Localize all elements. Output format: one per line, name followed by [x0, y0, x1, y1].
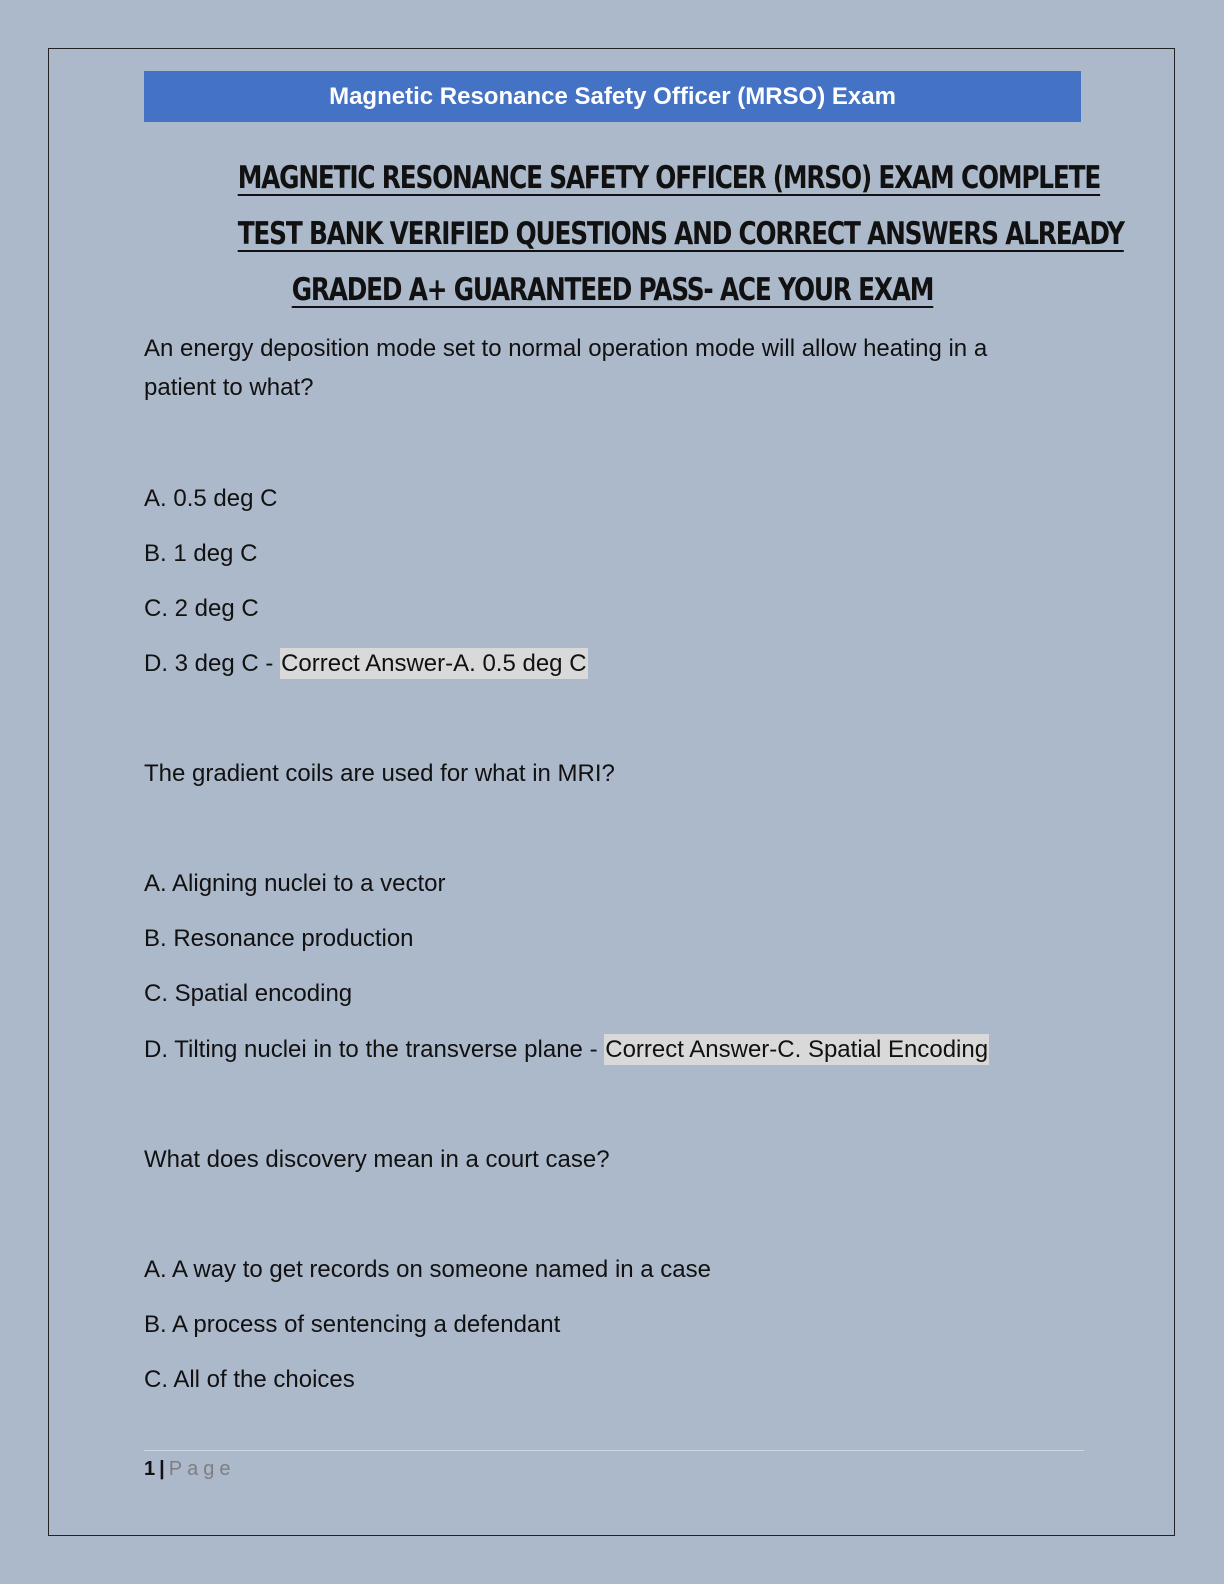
question-2-option-b: B. Resonance production: [144, 925, 414, 952]
option-d-text: D. 3 deg C -: [144, 650, 281, 677]
header-banner: [144, 71, 1081, 122]
header-banner-text: Magnetic Resonance Safety Officer (MRSO) Exam: [329, 82, 896, 110]
question-2-option-a: A. Aligning nuclei to a vector: [144, 870, 446, 897]
question-3-option-a: A. A way to get records on someone named in a case: [144, 1256, 711, 1283]
question-1-option-a: A. 0.5 deg C: [144, 485, 278, 512]
question-2-option-c: C. Spatial encoding: [144, 980, 353, 1007]
question-3-option-b: B. A process of sentencing a defendant: [144, 1311, 561, 1338]
question-3-option-c: C. All of the choices: [144, 1366, 355, 1393]
footer-divider: [144, 1450, 1084, 1451]
question-1-text-line: An energy deposition mode set to normal operation mode will allow heating in a: [144, 335, 988, 362]
question-1-text-line: patient to what?: [144, 374, 314, 401]
correct-answer-highlight: Correct Answer-C. Spatial Encoding: [605, 1036, 989, 1063]
page-number: 1: [144, 1458, 156, 1480]
question-1-option-d: [144, 649, 588, 679]
question-2-text-line: The gradient coils are used for what in MRI?: [144, 760, 615, 787]
page-label: Page: [168, 1458, 236, 1480]
option-d-text: D. Tilting nuclei in to the transverse plane -: [144, 1036, 605, 1063]
title-line: GRADED A+ GUARANTEED PASS- ACE YOUR EXAM: [291, 272, 934, 308]
question-2-option-d: [144, 1035, 989, 1065]
question-3-text-line: What does discovery mean in a court case?: [144, 1146, 610, 1173]
page-footer: [144, 1456, 235, 1482]
title-line: MAGNETIC RESONANCE SAFETY OFFICER (MRSO) EXAM COMPLETE: [237, 160, 1101, 196]
question-1-option-b: B. 1 deg C: [144, 540, 258, 567]
correct-answer-highlight: Correct Answer-A. 0.5 deg C: [281, 650, 587, 677]
page-separator: |: [159, 1458, 165, 1480]
title-line: TEST BANK VERIFIED QUESTIONS AND CORRECT ANSWERS ALREADY: [237, 216, 1124, 252]
document-title: [237, 150, 1124, 318]
question-1-option-c: C. 2 deg C: [144, 595, 259, 622]
